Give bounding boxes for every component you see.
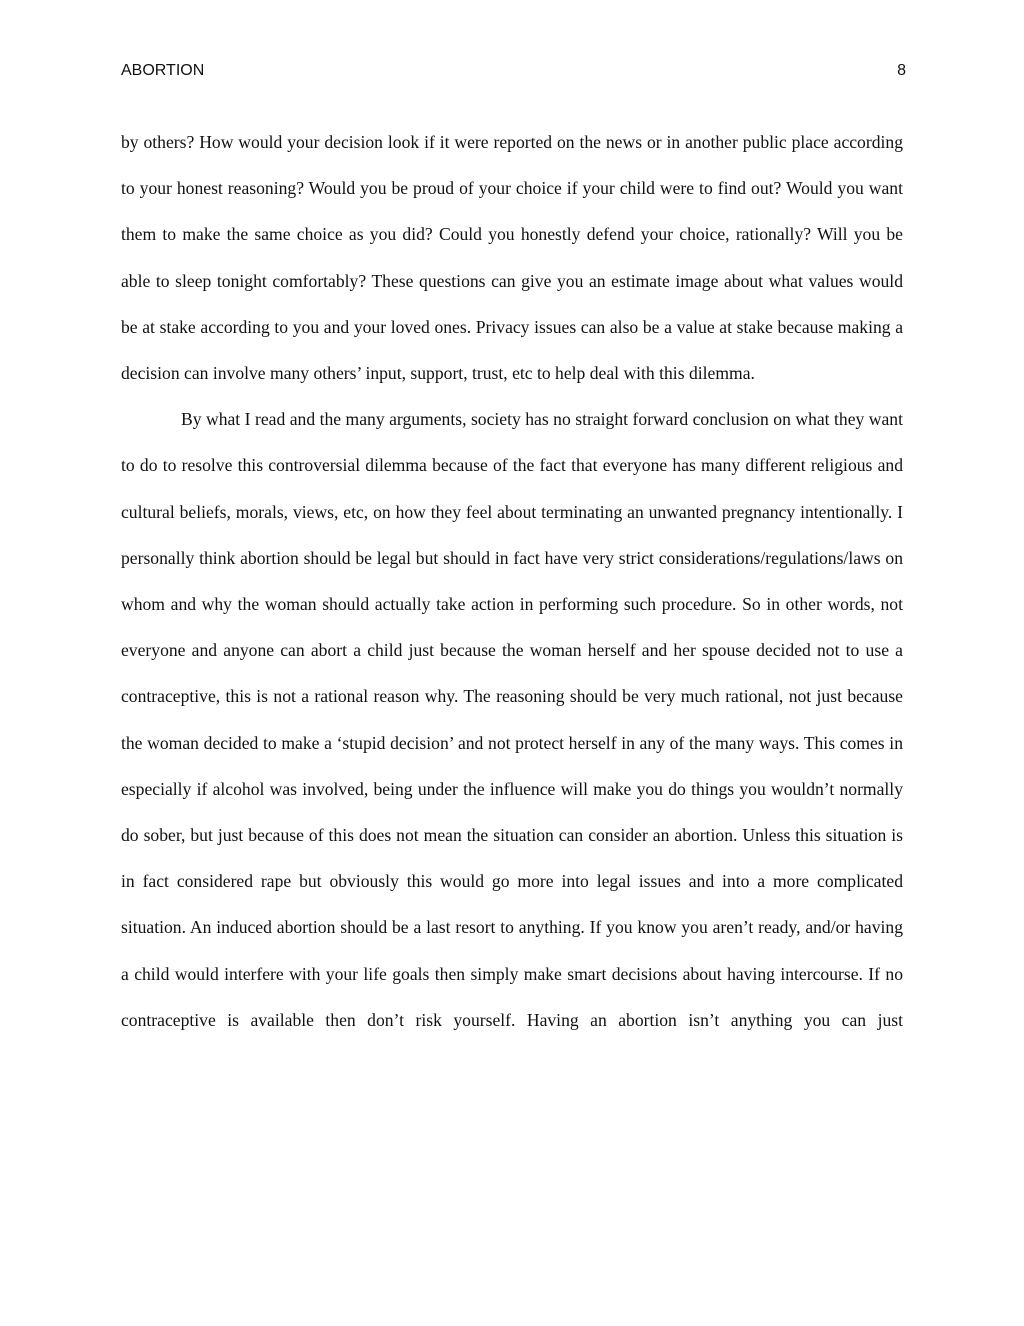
paragraph-continuation: by others? How would your decision look if it were reported on the news or in another public place according to your honest reasoning? Would you be proud of your choice if your child were to find out? Would you want them to make the same choice as you did? Could you honestly defend your choice, rationally? Will you be able to sleep tonight comfortably? These questions can give you an estimate image about what values would be at stake according to you and your loved ones. Privacy issues can also be a value at stake because making a decision can involve many others’ input, support, trust, etc to help deal with this dilemma.: [121, 132, 903, 384]
running-head: ABORTION: [121, 62, 205, 79]
paragraph-opinion: By what I read and the many arguments, society has no straight forward conclusion on what they want to do to resolve this controversial dilemma because of the fact that everyone has many different religious and cultural beliefs, morals, views, etc, on how they feel about terminating an unwanted pregnancy intentionally. I personally think abortion should be legal but should in fact have very strict considerations/regulations/laws on whom and why the woman should actually take action in performing such procedure. So in other words, not everyone and anyone can abort a child just because the woman herself and her spouse decided not to use a contraceptive, this is not a rational reason why. The reasoning should be very much rational, not just because the woman decided to make a ‘stupid decision’ and not protect herself in any of the many ways. This comes in especially if alcohol was involved, being under the influence will make you do things you wouldn’t normally do sober, but just because of this does not mean the situation can consider an abortion. Unless this situation is in fact considered rape but obviously this would go more into legal issues and into a more complicated situation. An induced abortion should be a last resort to anything. If you know you aren’t ready, and/or having a child would interfere with your life goals then simply make smart decisions about having intercourse. If no contraceptive is available then don’t risk yourself. Having an abortion isn’t anything you can just: [121, 409, 903, 1030]
body-text: [121, 119, 903, 1043]
page-number: 8: [897, 62, 906, 79]
